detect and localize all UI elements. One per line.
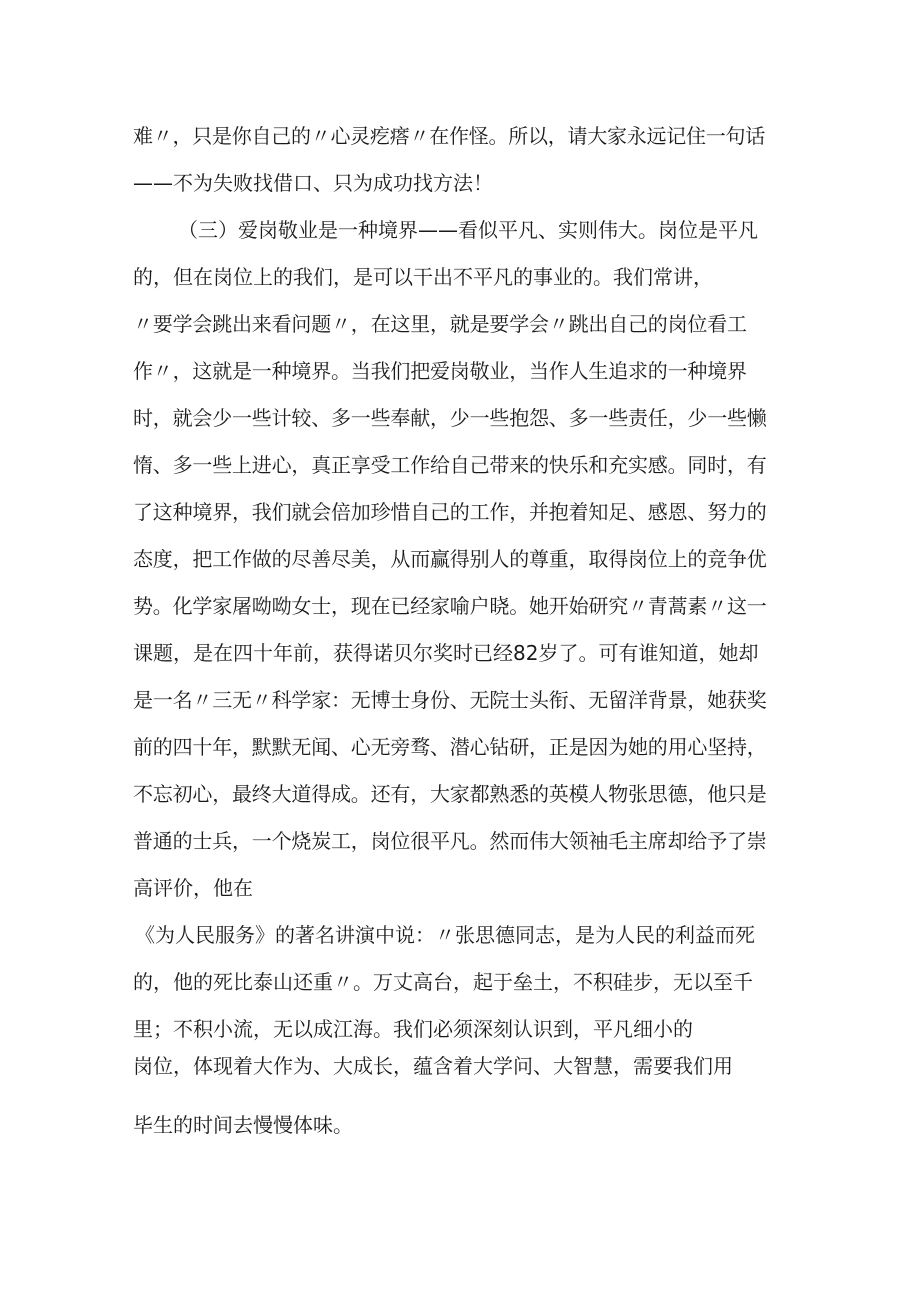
text-line-12: 课题，是在四十年前，获得诺贝尔奖时已经82岁了。可有谁知道，她却 bbox=[133, 641, 759, 665]
text-line-8: 惰、多一些上进心，真正享受工作给自己带来的快乐和充实感。同时，有 bbox=[133, 453, 767, 477]
text-line-16: 普通的士兵，一个烧炭工，岗位很平凡。然而伟大领袖毛主席却给予了崇 bbox=[133, 829, 767, 853]
text-line-1: 难〃，只是你自己的〃心灵疙瘩〃在作怪。所以，请大家永远记住一句话 bbox=[133, 124, 765, 148]
text-line-20: 里；不积小流，无以成江海。我们必须深刻认识到，平凡细小的 bbox=[133, 1017, 693, 1041]
text-line-3: （三）爱岗敬业是一种境界——看似平凡、实则伟大。岗位是平凡 bbox=[178, 218, 758, 242]
text-line-18: 《为人民服务》的著名讲演中说：〃张思德同志，是为人民的利益而死 bbox=[135, 923, 755, 947]
text-line-4: 的，但在岗位上的我们，是可以干出不平凡的事业的。我们常讲， bbox=[133, 265, 713, 289]
text-line-21: 岗位，体现着大作为、大成长，蕴含着大学问、大智慧，需要我们用 bbox=[133, 1054, 733, 1078]
text-line-15: 不忘初心，最终大道得成。还有，大家都熟悉的英模人物张思德，他只是 bbox=[133, 782, 767, 806]
text-line-22: 毕生的时间去慢慢体味。 bbox=[133, 1113, 353, 1137]
text-line-19: 的，他的死比泰山还重〃。万丈高台，起于垒土，不积硅步，无以至千 bbox=[133, 970, 753, 994]
text-line-7: 时，就会少一些计较、多一些奉献，少一些抱怨、多一些责任，少一些懒 bbox=[133, 406, 767, 430]
text-line-13: 是一名〃三无〃科学家：无博士身份、无院士头衔、无留洋背景，她获奖 bbox=[133, 688, 767, 712]
text-line-9: 了这种境界，我们就会倍加珍惜自己的工作，并抱着知足、感恩、努力的 bbox=[133, 500, 767, 524]
text-line-2: ——不为失败找借口、只为成功找方法！ bbox=[133, 171, 493, 195]
text-line-10: 态度，把工作做的尽善尽美，从而赢得别人的尊重，取得岗位上的竞争优 bbox=[133, 547, 767, 571]
text-line-6: 作〃，这就是一种境界。当我们把爱岗敬业，当作人生追求的一种境界 bbox=[133, 359, 747, 383]
text-line-5: 〃要学会跳出来看问题〃，在这里，就是要学会〃跳出自己的岗位看工 bbox=[133, 312, 747, 336]
text-line-14: 前的四十年，默默无闻、心无旁骛、潜心钻研，正是因为她的用心坚持， bbox=[133, 735, 767, 759]
text-line-17: 高评价，他在 bbox=[133, 876, 253, 900]
text-line-11: 势。化学家屠呦呦女士，现在已经家喻户晓。她开始研究〃青蒿素〃这一 bbox=[133, 594, 767, 618]
